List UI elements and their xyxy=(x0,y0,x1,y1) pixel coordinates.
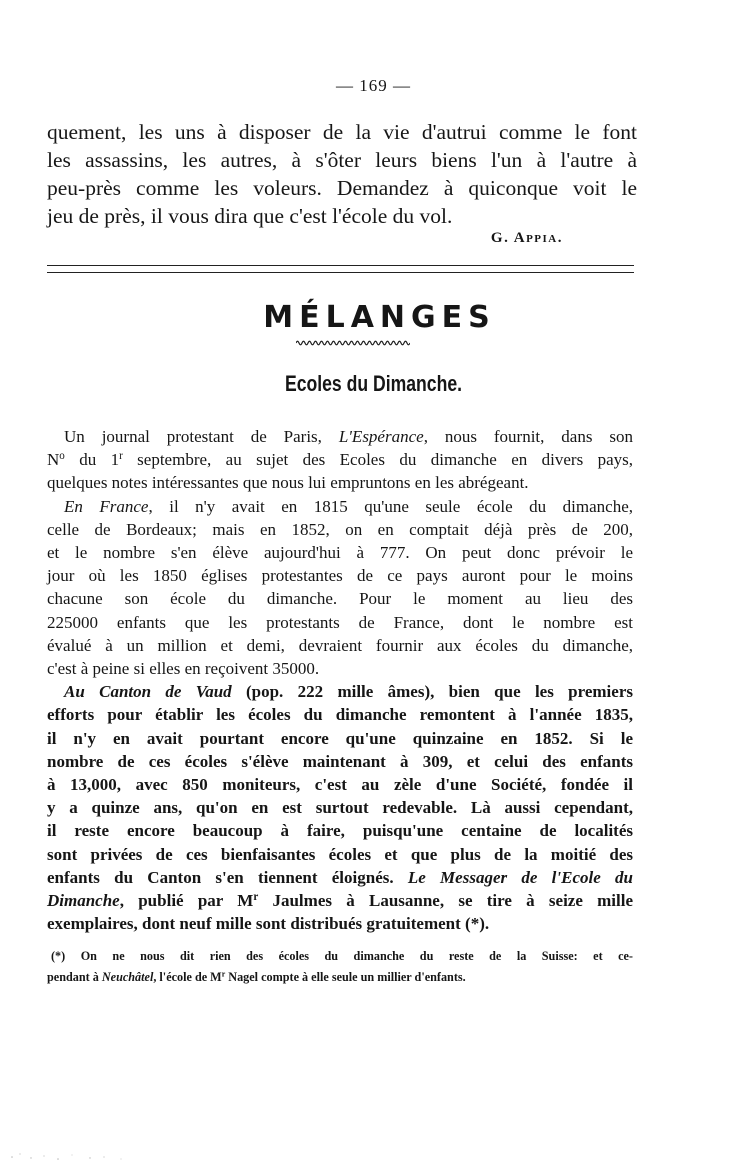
text-run: , publié par M xyxy=(119,891,254,911)
place-name: Neuchâtel xyxy=(101,970,154,984)
previous-article-ending xyxy=(47,118,637,230)
scan-noise xyxy=(0,1145,180,1161)
superscript: r xyxy=(119,450,123,463)
text-run: , l'école de M xyxy=(153,970,222,984)
journal-name: L'Espérance xyxy=(338,427,424,446)
footnote xyxy=(47,946,633,988)
text-line: efforts pour établir les écoles du dimanche remontent à l'année 1835, xyxy=(47,705,633,725)
publication-name: Le Messager de l'Ecole du xyxy=(407,867,633,887)
section-title: MÉLANGES xyxy=(263,300,496,335)
region-name: Au Canton de Vaud xyxy=(64,682,232,702)
text-run: du 1 xyxy=(64,450,120,470)
text-line: quelques notes intéressantes que nous lui empruntons en les abrégeant. xyxy=(47,473,529,493)
text-run: pendant à xyxy=(47,970,102,984)
text-line: quement, les uns à disposer de la vie d'autrui comme le font xyxy=(47,120,637,144)
text-run: (pop. 222 mille âmes), bien que les premiers xyxy=(231,682,633,702)
text-run: enfants du Canton s'en tiennent éloignés. xyxy=(47,867,408,887)
text-line: peu-près comme les voleurs. Demandez à quiconque voit le xyxy=(47,176,637,200)
text-run: Nagel compte à elle seule un millier d'enfants. xyxy=(225,970,466,984)
text-line: et le nombre s'en élève aujourd'hui à 777. On peut donc prévoir le xyxy=(47,543,633,563)
text-line xyxy=(47,425,633,448)
text-line xyxy=(47,495,633,518)
superscript: o xyxy=(59,450,65,463)
publication-name: Dimanche xyxy=(47,891,120,911)
text-run: septembre, au sujet des Ecoles du dimanche en divers pays, xyxy=(122,450,633,470)
text-run: Jaulmes à Lausanne, se tire à seize mille xyxy=(258,891,634,911)
text-line: évalué à un million et demi, devraient fournir aux écoles du dimanche, xyxy=(47,635,633,655)
text-run: N xyxy=(47,450,60,470)
author-signature: G. Appia. xyxy=(490,230,563,246)
text-line: il reste encore beaucoup à faire, puisqu'une centaine de localités xyxy=(47,821,633,841)
text-line: nombre de ces écoles s'élève maintenant à 309, et celui des enfants xyxy=(47,751,633,771)
text-line: exemplaires, dont neuf mille sont distribués gratuitement (*). xyxy=(47,914,490,934)
text-run: Un journal protestant de Paris, xyxy=(64,427,339,446)
double-rule-divider xyxy=(47,265,634,273)
text-line: les assassins, les autres, à s'ôter leurs biens l'un à l'autre à xyxy=(47,148,637,172)
text-line: jeu de près, il vous dira que c'est l'école du vol. xyxy=(47,204,453,228)
text-line: jour où les 1850 églises protestantes de ce pays auront pour le moins xyxy=(47,566,633,586)
text-line xyxy=(47,889,633,912)
text-line xyxy=(47,866,633,889)
text-line: y a quinze ans, qu'on en est surtout redevable. Là aussi cependant, xyxy=(47,798,633,818)
text-run: , il n'y avait en 1815 qu'une seule école du dimanche, xyxy=(148,496,633,516)
text-line: sont privées de ces bienfaisantes écoles et que plus de la moitié des xyxy=(47,844,633,864)
text-line xyxy=(47,967,633,988)
superscript: r xyxy=(253,891,259,903)
article-title: Ecoles du Dimanche. xyxy=(284,371,463,396)
text-line xyxy=(47,680,633,703)
paragraph-vaud xyxy=(47,680,633,935)
country-name: En France xyxy=(64,496,149,516)
text-line: il n'y en avait pourtant encore qu'une quinzaine en 1852. Si le xyxy=(47,728,633,748)
wavy-ornament xyxy=(296,338,410,348)
text-line: 225000 enfants que les protestants de France, dont le nombre est xyxy=(47,612,633,632)
text-line xyxy=(47,448,633,471)
superscript: r xyxy=(221,969,226,979)
text-line: celle de Bordeaux; mais en 1852, on en comptait déjà près de 200, xyxy=(47,519,633,539)
text-line: chacune son école du dimanche. Pour le moment au lieu des xyxy=(47,589,633,609)
text-line: c'est à peine si elles en reçoivent 35000. xyxy=(47,659,320,679)
text-run: , nous fournit, dans son xyxy=(423,427,634,446)
article-body xyxy=(47,425,633,935)
text-line: (*) On ne nous dit rien des écoles du dimanche du reste de la Suisse: et ce- xyxy=(51,949,633,963)
text-line: à 13,000, avec 850 moniteurs, c'est au zèle d'une Société, fondée il xyxy=(47,775,633,795)
page-number: — 169 — xyxy=(336,76,411,95)
